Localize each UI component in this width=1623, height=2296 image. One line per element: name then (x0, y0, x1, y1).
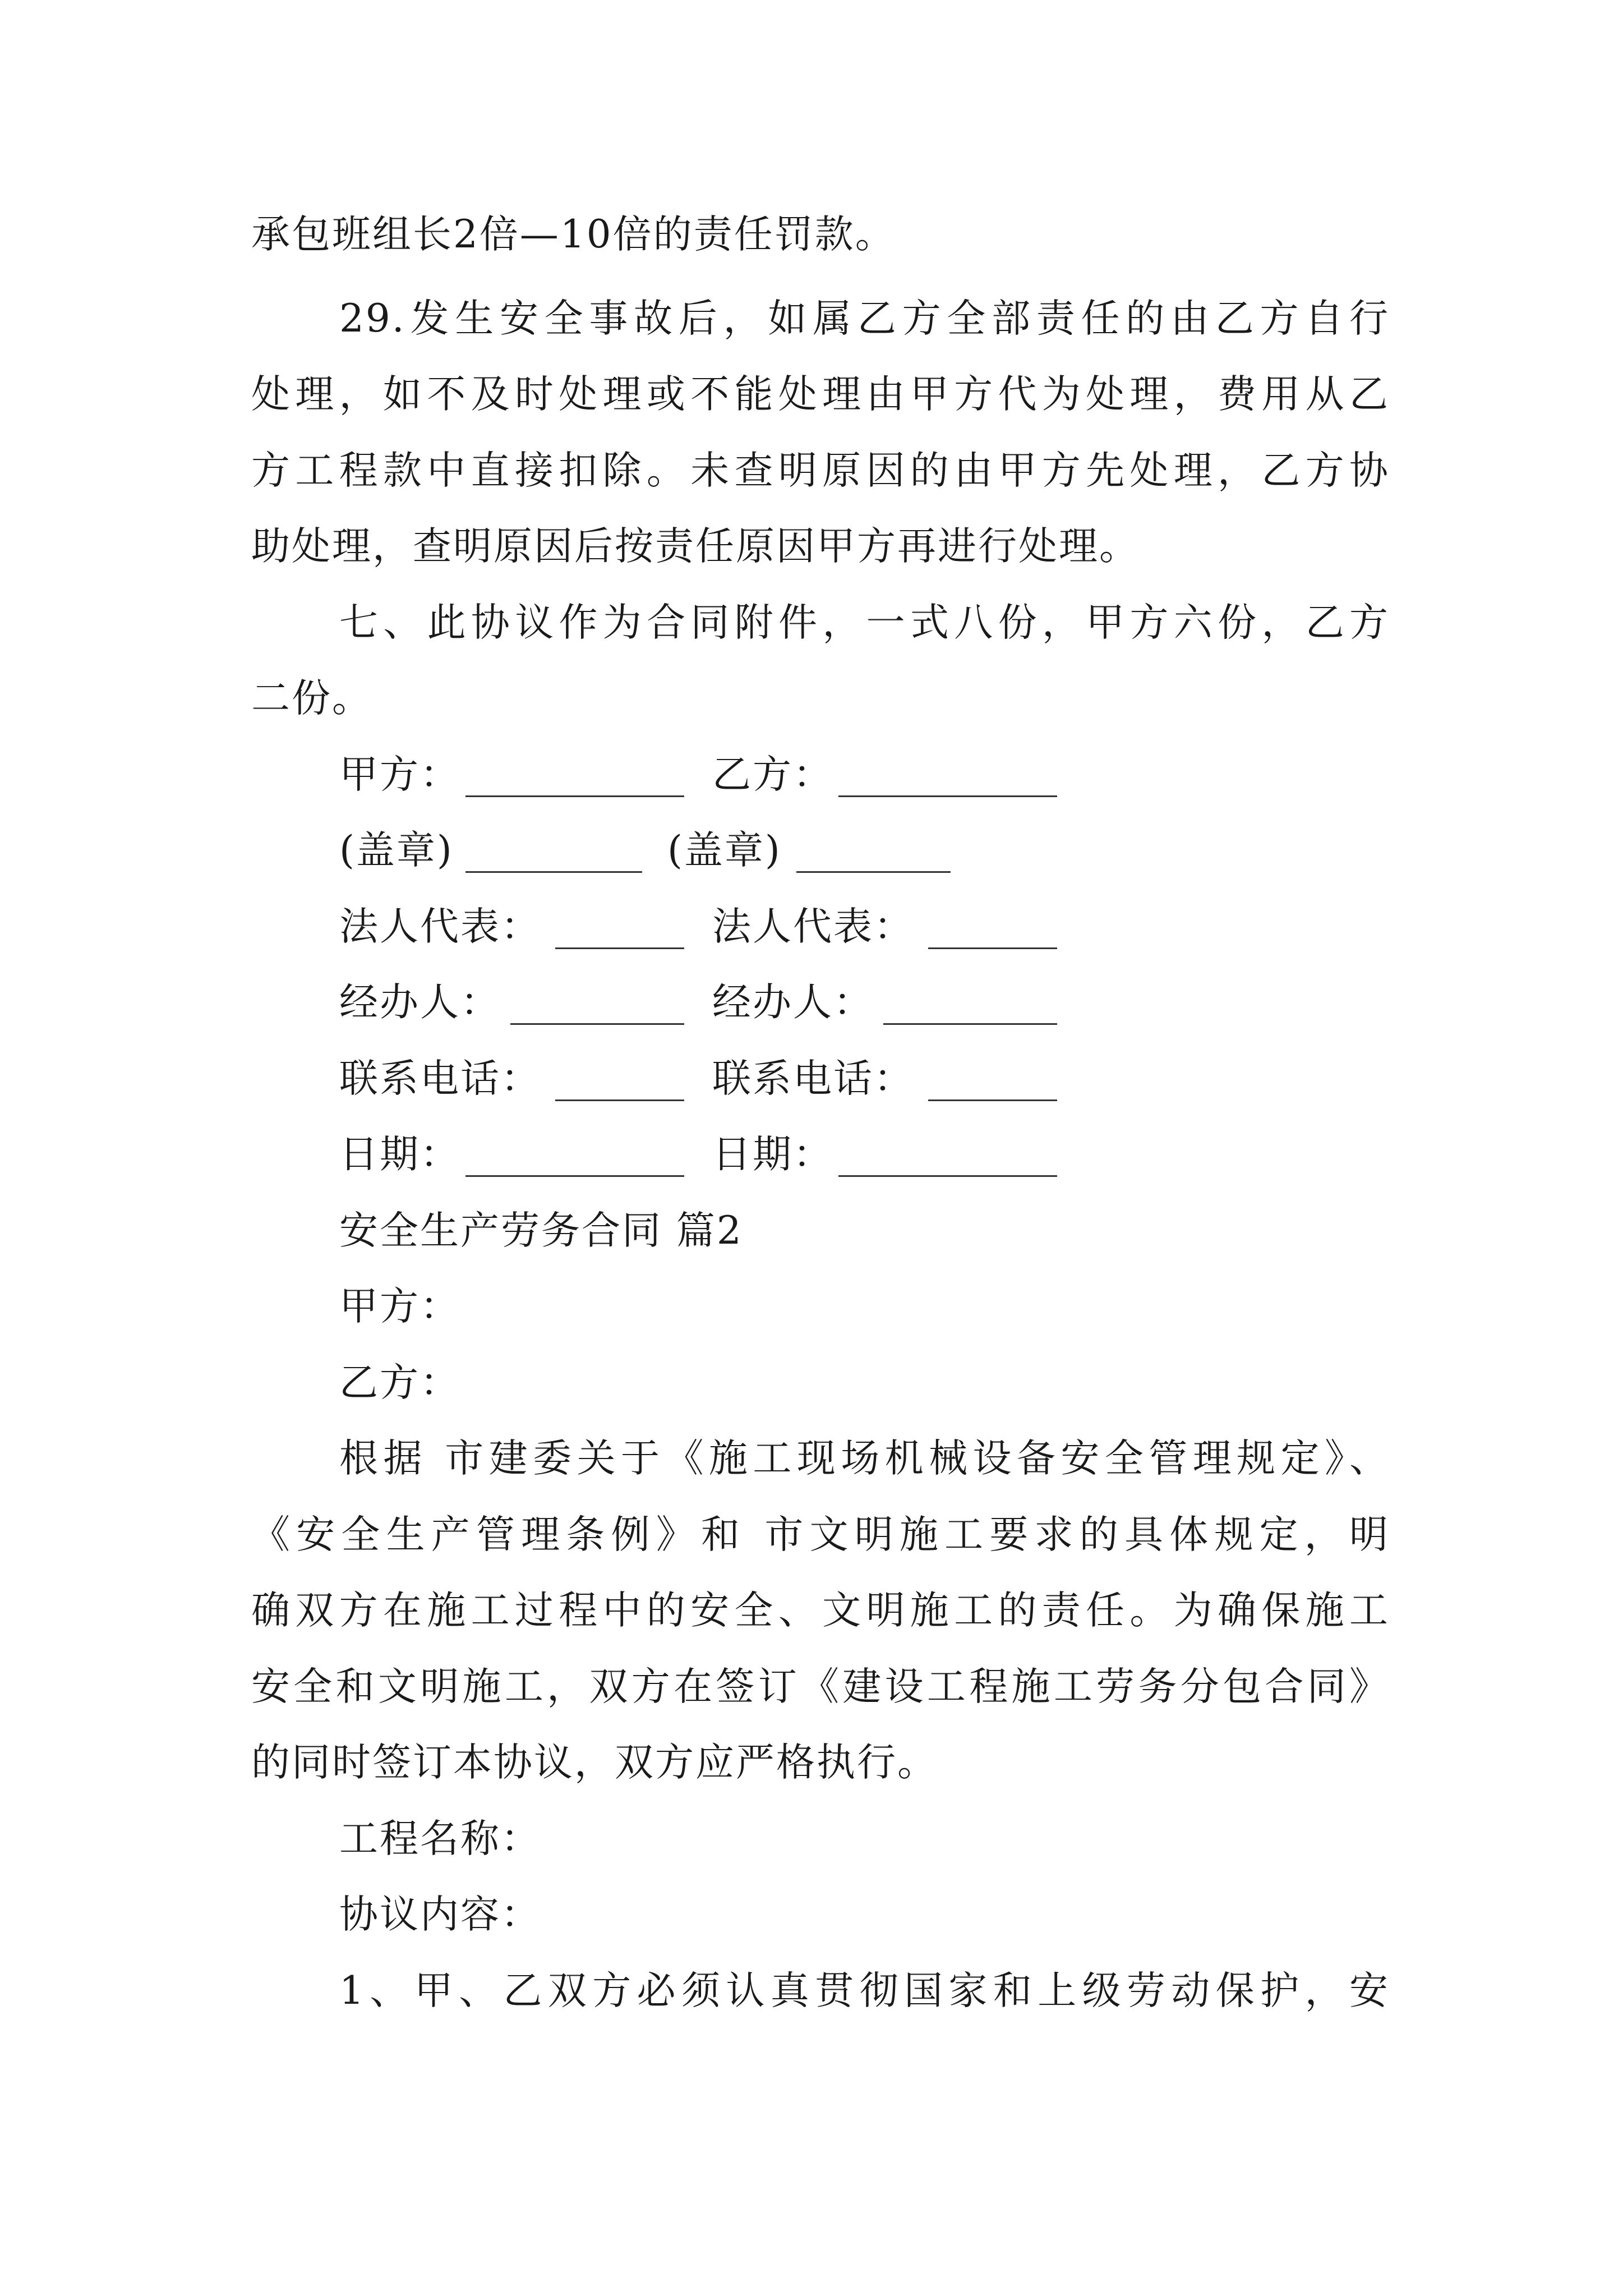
paragraph-line: 二份。 (251, 676, 372, 721)
body-line: 根据 市建委关于《施工现场机械设备安全管理规定》、 (339, 1436, 1390, 1481)
signature-right-label: 联系电话： (712, 1056, 914, 1101)
signature-blank (465, 1175, 684, 1177)
signature-left-label: 甲方： (339, 752, 460, 797)
paragraph-line: 七、此协议作为合同附件，一式八份，甲方六份，乙方 (339, 600, 1390, 645)
signature-right-label: 日期： (712, 1132, 833, 1177)
signature-blank (510, 1023, 684, 1025)
section-title: 安全生产劳务合同 篇2 (339, 1208, 743, 1253)
clause-line: 1、甲、乙双方必须认真贯彻国家和上级劳动保护，安 (339, 1968, 1390, 2013)
signature-right-label: 法人代表： (712, 904, 914, 949)
signature-blank (883, 1023, 1057, 1025)
signature-right-label: (盖章) (667, 828, 782, 873)
signature-right-label: 经办人： (712, 980, 874, 1025)
paragraph-line: 助处理，查明原因后按责任原因甲方再进行处理。 (251, 524, 1140, 569)
body-line: 安全和文明施工，双方在签订《建设工程施工劳务分包合同》 (251, 1664, 1390, 1709)
signature-blank (928, 947, 1057, 949)
signature-blank (555, 947, 684, 949)
signature-left-label: 法人代表： (339, 904, 541, 949)
signature-blank (796, 871, 951, 873)
signature-blank (465, 795, 684, 797)
signature-left-label: 经办人： (339, 980, 501, 1025)
agreement-content-label: 协议内容： (339, 1892, 541, 1937)
signature-blank (555, 1099, 684, 1101)
paragraph-line: 方工程款中直接扣除。未查明原因的由甲方先处理，乙方协 (251, 448, 1390, 493)
paragraph-line: 29.发生安全事故后，如属乙方全部责任的由乙方自行 (339, 296, 1390, 341)
signature-blank (838, 1175, 1057, 1177)
signature-left-label: 联系电话： (339, 1056, 541, 1101)
paragraph-line: 承包班组长2倍—10倍的责任罚款。 (251, 212, 896, 257)
signature-left-label: 日期： (339, 1132, 460, 1177)
signature-blank (465, 871, 642, 873)
body-line: 的同时签订本协议，双方应严格执行。 (251, 1740, 938, 1785)
party-a-label: 甲方： (339, 1284, 460, 1329)
party-b-label: 乙方： (339, 1360, 460, 1405)
paragraph-line: 处理，如不及时处理或不能处理由甲方代为处理，费用从乙 (251, 372, 1390, 417)
body-line: 《安全生产管理条例》和 市文明施工要求的具体规定，明 (251, 1512, 1390, 1557)
signature-left-label: (盖章) (339, 828, 454, 873)
signature-blank (928, 1099, 1057, 1101)
signature-blank (838, 795, 1057, 797)
signature-right-label: 乙方： (712, 752, 833, 797)
body-line: 确双方在施工过程中的安全、文明施工的责任。为确保施工 (251, 1588, 1390, 1633)
project-name-label: 工程名称： (339, 1816, 541, 1861)
